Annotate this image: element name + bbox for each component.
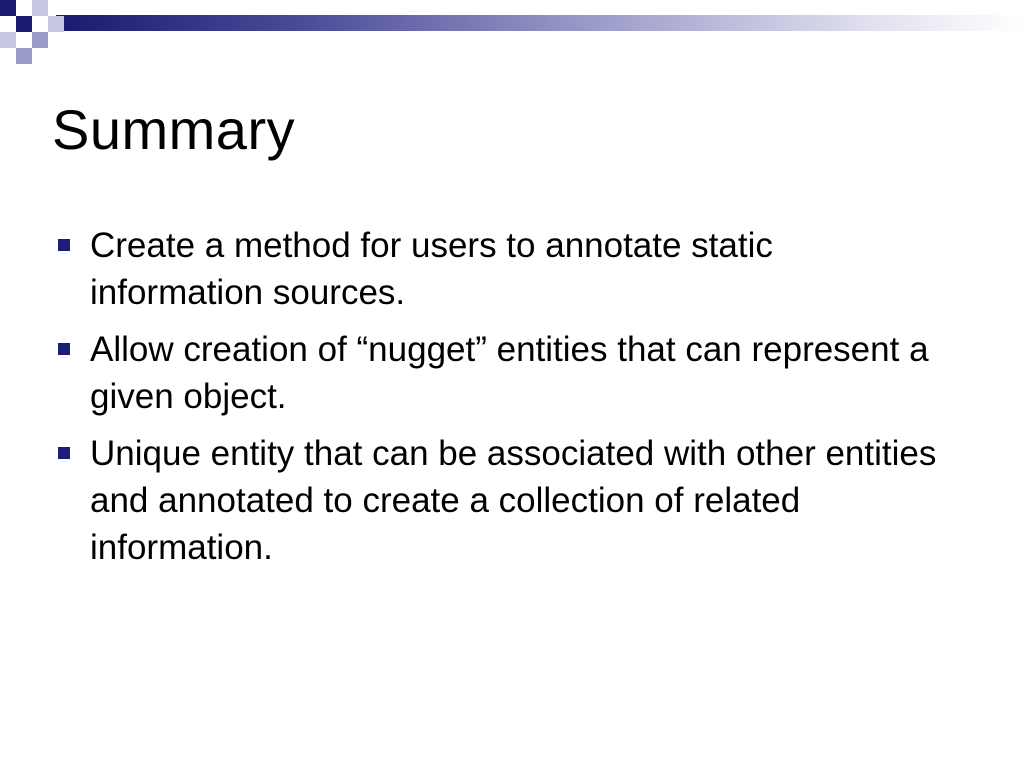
decor-square-icon (48, 16, 64, 32)
bullet-list (52, 222, 952, 581)
bullet-item (52, 222, 952, 316)
slide-title: Summary (52, 98, 296, 161)
square-bullet-icon (58, 343, 70, 355)
header-gradient-bar (56, 15, 1024, 31)
square-bullet-icon (58, 447, 70, 459)
bullet-text: Unique entity that can be associated with other entities and annotated to create a collection of related information. (90, 434, 937, 567)
decor-square-icon (16, 16, 32, 32)
decor-square-icon (0, 0, 16, 16)
bullet-text: Allow creation of “nugget” entities that can represent a given object. (90, 330, 929, 416)
decor-square-icon (0, 32, 16, 48)
bullet-text: Create a method for users to annotate static information sources. (90, 226, 773, 312)
decor-square-icon (16, 0, 32, 16)
bullet-item (52, 326, 952, 420)
square-bullet-icon (58, 239, 70, 251)
decor-square-icon (32, 32, 48, 48)
decor-square-icon (32, 0, 48, 16)
bullet-item (52, 430, 952, 571)
header-decoration (0, 0, 1024, 64)
decor-square-icon (16, 48, 32, 64)
